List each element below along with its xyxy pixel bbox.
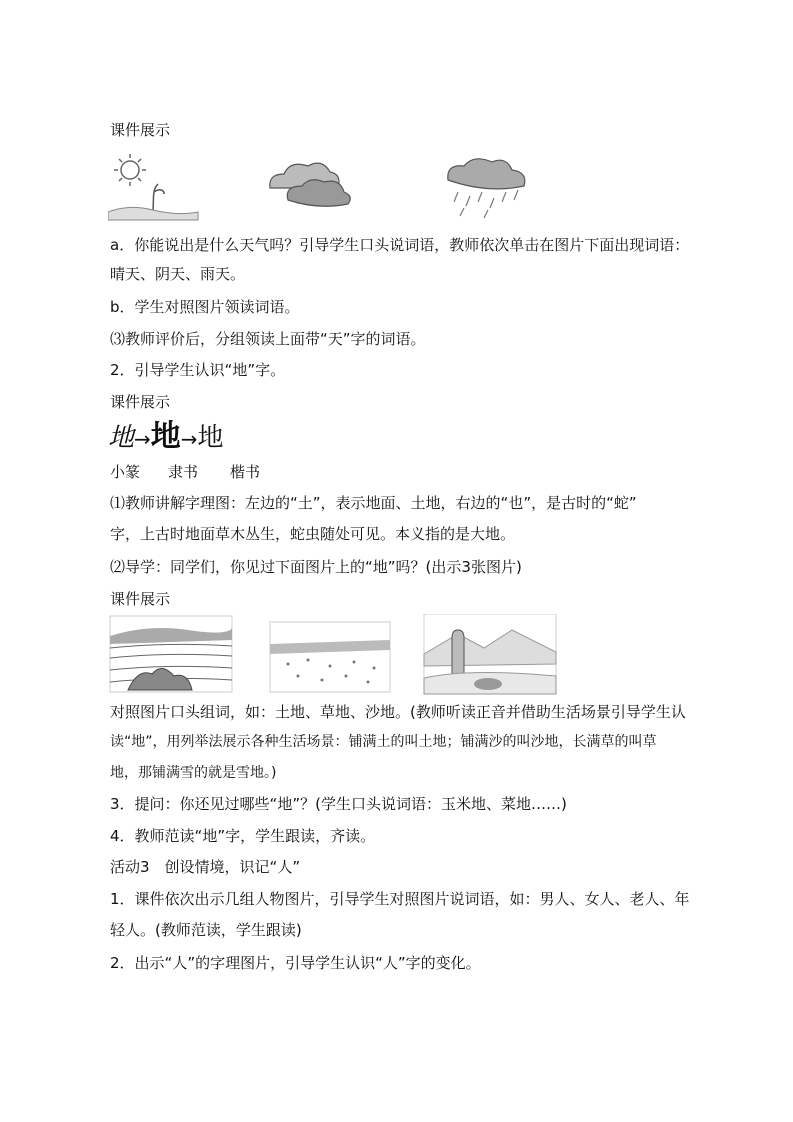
character-evolution (108, 419, 224, 454)
small-seal-character: 地 (108, 423, 135, 453)
grass-land-picture (270, 622, 390, 692)
arrow-icon: → (180, 427, 198, 451)
rainy-picture (448, 159, 525, 218)
text-line: 3．提问：你还见过哪些“地”？(学生口头说词语：玉米地、菜地……) (110, 795, 567, 813)
text-line: 2．出示“人”的字理图片，引导学生认识“人”字的变化。 (110, 954, 481, 972)
script-labels (110, 462, 260, 482)
text-line: 晴天、阴天、雨天。 (110, 265, 246, 283)
text-line: 4．教师范读“地”字，学生跟读，齐读。 (110, 827, 376, 845)
land-pictures (108, 614, 558, 696)
activity-heading: 活动3 创设情境，识记“人” (110, 858, 301, 876)
script-label: 楷书 (230, 463, 261, 481)
courseware-label: 课件展示 (110, 590, 171, 608)
courseware-label: 课件展示 (110, 393, 171, 411)
text-line: 对照图片口头组词，如：土地、草地、沙地。(教师听读正音并借助生活场景引导学生认 (110, 703, 686, 721)
text-line: a．你能说出是什么天气吗？引导学生口头说词语，教师依次单击在图片下面出现词语： (110, 236, 690, 254)
courseware-label: 课件展示 (110, 121, 171, 139)
script-label: 隶书 (168, 463, 199, 481)
cloudy-picture (270, 163, 350, 206)
text-line: 1．课件依次出示几组人物图片，引导学生对照图片说词语，如：男人、女人、老人、年 (110, 890, 690, 908)
clerical-character: 地 (150, 419, 181, 454)
text-line: b．学生对照图片领读词语。 (110, 298, 300, 316)
sand-land-picture (424, 614, 556, 694)
text-line: 2．引导学生认识“地”字。 (110, 361, 286, 379)
script-label: 小篆 (110, 463, 141, 481)
text-line: 地，那铺满雪的就是雪地。) (110, 765, 277, 781)
text-line: ⑴教师讲解字理图：左边的“土”，表示地面、土地，右边的“也”，是古时的“蛇” (110, 494, 637, 512)
text-line: ⑵导学：同学们，你见过下面图片上的“地”吗？(出示3张图片) (110, 558, 522, 576)
weather-pictures (108, 150, 548, 222)
text-line: ⑶教师评价后，分组领读上面带“天”字的词语。 (110, 330, 426, 348)
regular-character: 地 (197, 423, 224, 453)
arrow-icon: → (134, 427, 151, 451)
text-line: 字，上古时地面草木丛生，蛇虫随处可见。本义指的是大地。 (110, 525, 516, 543)
text-line: 读“地”，用列举法展示各种生活场景：铺满土的叫土地；铺满沙的叫沙地，长满草的叫草 (110, 734, 657, 750)
soil-land-picture (110, 616, 232, 692)
sunny-picture (108, 154, 198, 220)
text-line: 轻人。(教师范读，学生跟读) (110, 921, 302, 939)
